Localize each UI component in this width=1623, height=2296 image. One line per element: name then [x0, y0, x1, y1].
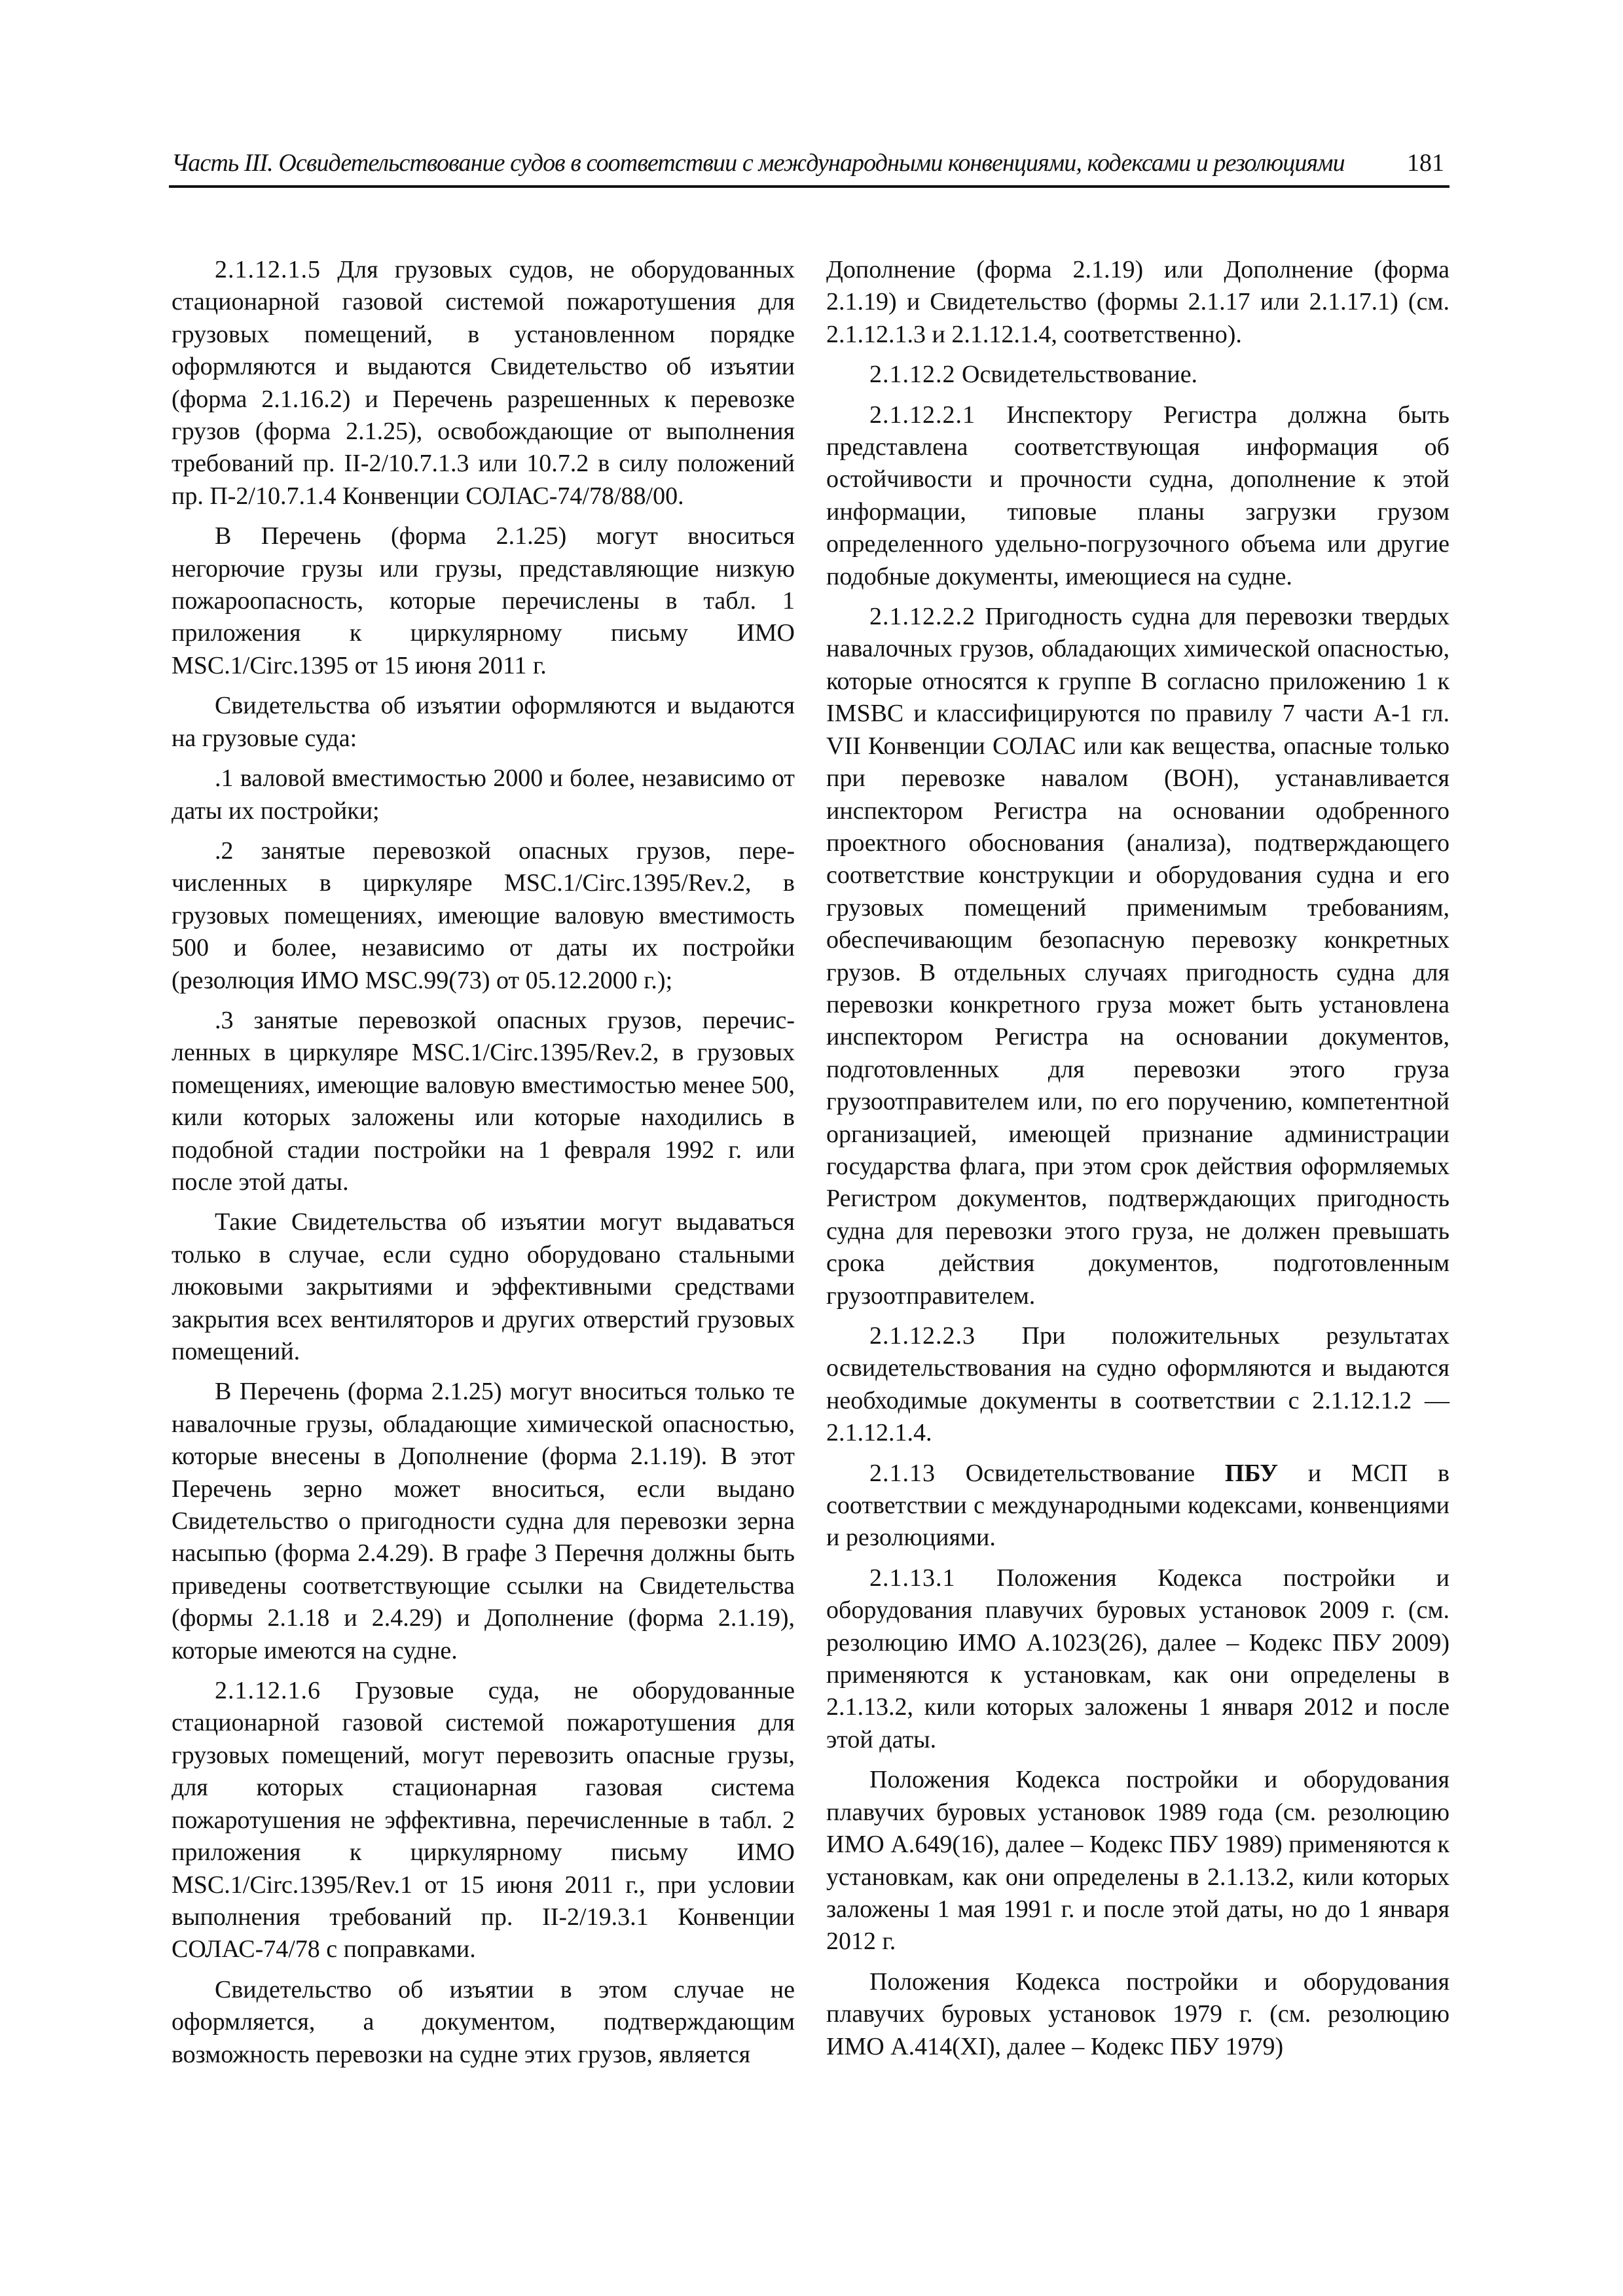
paragraph — [826, 359, 1450, 391]
paragraph — [826, 1320, 1450, 1450]
paragraph — [172, 1005, 795, 1198]
clause-number: 2.1.12.2.2 — [869, 603, 976, 631]
paragraph — [172, 690, 795, 755]
paragraph-text: Свидетельства об изъятии оформляются и выдаются на грузовые суда: — [172, 692, 795, 752]
clause-number: 2.1.12.2 — [869, 361, 956, 389]
paragraph-text: Для грузовых судов, не оборудованных стационарной газовой системой пожаротушения для грузовых помещений, в установленном порядке оформляются и выдаются Свидетельство об изъятии (форма 2.1.16.2) и Перечень разрешенных к перевозке грузов (форма 2.1.25), освобождающие от выполнения требований пр. II-2/10.7.1.3 или 10.7.2 в силу положений пр. П-2/10.7.1.4 Конвенции СОЛАС-74/78/88/00. — [172, 256, 795, 510]
paragraph — [172, 1206, 795, 1368]
running-header — [169, 147, 1450, 188]
paragraph-text: Освидетельствование. — [955, 361, 1198, 389]
running-title: Часть III. Освидетельствование судов в соответствии с международными конвенциями, кодексами и резолюциями — [172, 149, 1345, 177]
paragraph-text: Освидетельствование ПБУ и МСП в соответствии с международными кодексами, конвенциями и резолюциями. — [826, 1459, 1450, 1552]
paragraph — [172, 520, 795, 682]
paragraph — [172, 1376, 795, 1667]
paragraph — [172, 762, 795, 827]
paragraph-text: Положения Кодекса постройки и оборудования плавучих буровых установок 1989 года (см. резолюцию ИМО А.649(16), далее – Кодекс ПБУ 1989) применяются к установкам, как они определены в 2.1.13.2, кили которых заложены 1 мая 1991 г. и после этой даты, но до 1 января 2012 г. — [826, 1766, 1450, 1956]
paragraph-text: Дополнение (форма 2.1.19) или Дополнение (форма 2.1.19) и Свидетельство (формы 2.1.17 или 2.1.17.1) (см. 2.1.12.1.3 и 2.1.12.1.4, соответственно). — [826, 256, 1450, 348]
paragraph-text: Инспектору Регистра должна быть представлена соответствующая информация об остойчивости и прочности судна, дополнение к этой информации, типовые планы загрузки грузом определенного удельно-погрузочного объема или другие подобные документы, имеющиеся на судне. — [826, 401, 1450, 590]
paragraph — [172, 835, 795, 997]
paragraph — [826, 1966, 1450, 2063]
paragraph-text: Свидетельство об изъятии в этом случае не оформляется, а документом, подтверждающим возможность перевозки на судне этих грузов, является — [172, 1975, 795, 2068]
clause-number: 2.1.13 — [869, 1459, 936, 1487]
paragraph — [826, 399, 1450, 593]
paragraph-text: В Перечень (форма 2.1.25) могут вноситься негорючие грузы или грузы, представляющие низкую пожароопасность, которые перечислены в табл. 1 приложения к циркулярному письму ИМО MSC.1/Circ.1395 от 15 июня 2011 г. — [172, 522, 795, 679]
paragraph — [826, 1458, 1450, 1554]
paragraph-text: Грузовые суда, не оборудованные стационарной газовой системой пожаротушения для грузовых помещений, могут перевозить опасные грузы, для которых стационарная газовая система пожаротушения не эффективна, перечисленные в табл. 2 приложения к циркулярному письму ИМО MSC.1/Circ.1395/Rev.1 от 15 июня 2011 г., при условии выполнения требований пр. II-2/19.3.1 Конвенции СОЛАС-74/78 с поправками. — [172, 1677, 795, 1964]
paragraph — [826, 601, 1450, 1312]
paragraph-text: .1 валовой вместимостью 2000 и более, независимо от даты их постройки; — [172, 764, 795, 825]
paragraph-text: Положения Кодекса постройки и оборудования плавучих буровых установок 1979 г. (см. резолюцию ИМО А.414(XI), далее – Кодекс ПБУ 1979) — [826, 1967, 1450, 2060]
clause-number: 2.1.12.2.1 — [869, 401, 976, 429]
paragraph — [172, 1675, 795, 1966]
clause-number: 2.1.12.2.3 — [869, 1322, 976, 1350]
paragraph-text: Пригодность судна для перевозки твердых навалочных грузов, обладающих химической опасностью, которые относятся к группе В согласно приложению 1 к IMSBC и классифицируются по правилу 7 части А-1 гл. VII Конвенции СОЛАС или как вещества, опасные только при перевозке навалом (ВОН), устанавливается инспектором Регистра на основании одобренного проектного обоснования (анализа), подтверждающего соответствие конструкции и оборудования судна и его грузовых помещений применимым требованиям, обеспечивающим безопасную перевозку конкретных грузов. В отдельных случаях пригодность судна для перевозки конкретного груза может быть установлена инспектором Регистра на основании документов, подготовленных для перевозки этого груза грузоотправителем или, по его поручению, компетентной организацией, имеющей признание администрации государства флага, при этом срок действия оформляемых Регистром документов, подтверждающих пригодность судна для перевозки этого груза, не должен превышать срока действия документов, подготовленным грузоотправителем. — [826, 603, 1450, 1310]
left-column — [172, 254, 795, 2079]
clause-number: 2.1.13.1 — [869, 1564, 956, 1592]
paragraph-text: .2 занятые перевозкой опасных грузов, перечисленных в циркуляре MSC.1/Circ.1395/Rev.2, в грузовых помещениях, имеющие валовую вместимость 500 и более, независимо от даты их постройки (резолюция ИМО MSC.99(73) от 05.12.2000 г.); — [172, 836, 795, 994]
right-column — [826, 254, 1450, 2071]
paragraph-text: Такие Свидетельства об изъятии могут выдаваться только в случае, если судно оборудовано стальными люковыми закрытиями и эффективными средствами закрытия всех вентиляторов и других отверстий грузовых помещений. — [172, 1208, 795, 1365]
paragraph — [826, 254, 1450, 351]
paragraph-text: Положения Кодекса постройки и оборудования плавучих буровых установок 2009 г. (см. резолюцию ИМО А.1023(26), далее – Кодекс ПБУ 2009) применяются к установкам, как они определены в 2.1.13.2, кили которых заложены 1 января 2012 и после этой даты. — [826, 1564, 1450, 1753]
page-number: 181 — [1407, 149, 1444, 177]
paragraph — [826, 1562, 1450, 1756]
paragraph — [172, 254, 795, 512]
paragraph — [172, 1974, 795, 2071]
clause-number: 2.1.12.1.5 — [215, 256, 321, 283]
paragraph-text: При положительных результатах освидетельствования на судно оформляются и выдаются необходимые документы в соответствии с 2.1.12.1.2 — 2.1.12.1.4. — [826, 1322, 1450, 1447]
paragraph-text: В Перечень (форма 2.1.25) могут вноситься только те навалочные грузы, обладающие химической опасностью, которые внесены в Дополнение (форма 2.1.19). В этот Перечень зерно может вноситься, если выдано Свидетельство о пригодности судна для перевозки зерна насыпью (форма 2.4.29). В графе 3 Перечня должны быть приведены соответствующие ссылки на Свидетельства (формы 2.1.18 и 2.4.29) и Дополнение (форма 2.1.19), которые имеются на судне. — [172, 1378, 795, 1664]
clause-number: 2.1.12.1.6 — [215, 1677, 321, 1705]
paragraph — [826, 1764, 1450, 1958]
paragraph-text: .3 занятые перевозкой опасных грузов, перечисленных в циркуляре MSC.1/Circ.1395/Rev.2, в грузовых помещениях, имеющие валовую вместимостью менее 500, кили которых заложены или которые находились в подобной стадии постройки на 1 февраля 1992 г. или после этой даты. — [172, 1006, 795, 1196]
